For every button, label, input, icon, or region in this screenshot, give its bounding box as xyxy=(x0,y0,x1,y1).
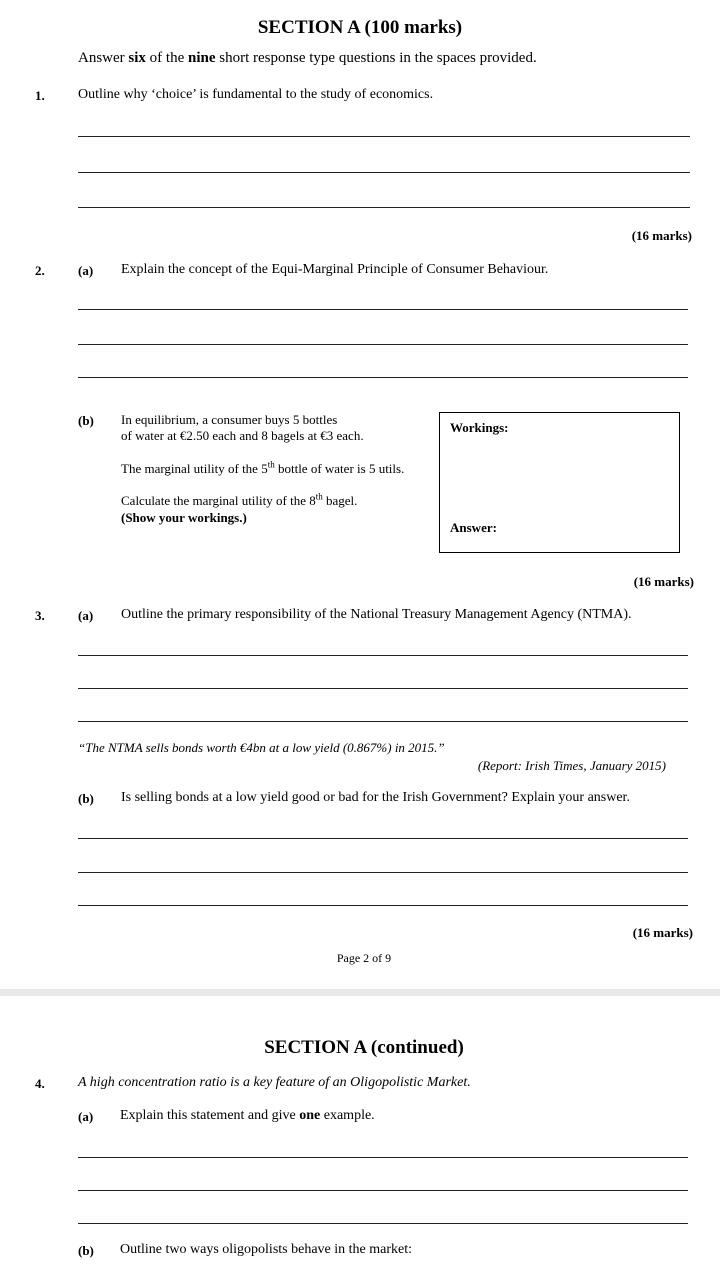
section-instruction: Answer six of the nine short response type questions in the spaces provided. xyxy=(78,50,537,66)
answer-line[interactable] xyxy=(78,172,690,173)
page-number: Page 2 of 9 xyxy=(336,951,392,965)
question-text: In equilibrium, a consumer buys 5 bottles of water at €2.50 each and 8 bagels at €3 each. xyxy=(121,412,364,443)
answer-line[interactable] xyxy=(78,721,688,722)
answer-line[interactable] xyxy=(78,136,690,137)
answer-line[interactable] xyxy=(78,655,688,656)
answer-line[interactable] xyxy=(78,872,688,873)
answer-line[interactable] xyxy=(78,838,688,839)
answer-line[interactable] xyxy=(78,905,688,906)
part-label: (b) xyxy=(78,791,94,806)
question-text: Is selling bonds at a low yield good or bad for the Irish Government? Explain your answer. xyxy=(121,790,630,805)
question-text: Explain this statement and give one example. xyxy=(120,1108,375,1123)
answer-line[interactable] xyxy=(78,1190,688,1191)
workings-label: Workings: xyxy=(450,420,509,435)
answer-line[interactable] xyxy=(78,1157,688,1158)
question-text: Outline the primary responsibility of the National Treasury Management Agency (NTMA). xyxy=(121,607,632,622)
instruction-text: (Show your workings.) xyxy=(121,510,247,525)
marks-label: (16 marks) xyxy=(633,574,694,589)
part-label: (a) xyxy=(78,1109,94,1124)
answer-line[interactable] xyxy=(78,1223,688,1224)
part-label: (b) xyxy=(78,413,94,428)
question-text: Explain the concept of the Equi-Marginal Principle of Consumer Behaviour. xyxy=(121,262,549,277)
workings-answer-box[interactable] xyxy=(439,412,680,553)
question-number: 4. xyxy=(35,1076,45,1091)
question-text: The marginal utility of the 5th bottle of water is 5 utils. xyxy=(121,459,405,476)
answer-line[interactable] xyxy=(78,207,690,208)
answer-line[interactable] xyxy=(78,688,688,689)
marks-label: (16 marks) xyxy=(631,228,692,243)
section-a-continued-title: SECTION A (continued) xyxy=(264,1037,464,1058)
quote-text: “The NTMA sells bonds worth €4bn at a low yield (0.867%) in 2015.” xyxy=(78,740,445,755)
question-text: Outline two ways oligopolists behave in the market: xyxy=(120,1242,413,1257)
part-label: (a) xyxy=(78,263,94,278)
question-number: 2. xyxy=(35,263,45,278)
answer-line[interactable] xyxy=(78,344,688,345)
part-label: (b) xyxy=(78,1243,94,1258)
quote-source: (Report: Irish Times, January 2015) xyxy=(477,758,666,773)
answer-label: Answer: xyxy=(450,520,497,535)
marks-label: (16 marks) xyxy=(632,925,693,940)
question-text: Calculate the marginal utility of the 8th bagel. xyxy=(121,491,358,508)
question-text: Outline why ‘choice’ is fundamental to the study of economics. xyxy=(78,87,434,102)
question-text: A high concentration ratio is a key feature of an Oligopolistic Market. xyxy=(78,1075,471,1090)
part-label: (a) xyxy=(78,608,94,623)
page-separator xyxy=(0,989,720,996)
answer-line[interactable] xyxy=(78,309,688,310)
question-number: 1. xyxy=(35,88,45,103)
answer-line[interactable] xyxy=(78,377,688,378)
question-number: 3. xyxy=(35,608,45,623)
section-a-title: SECTION A (100 marks) xyxy=(257,17,463,38)
